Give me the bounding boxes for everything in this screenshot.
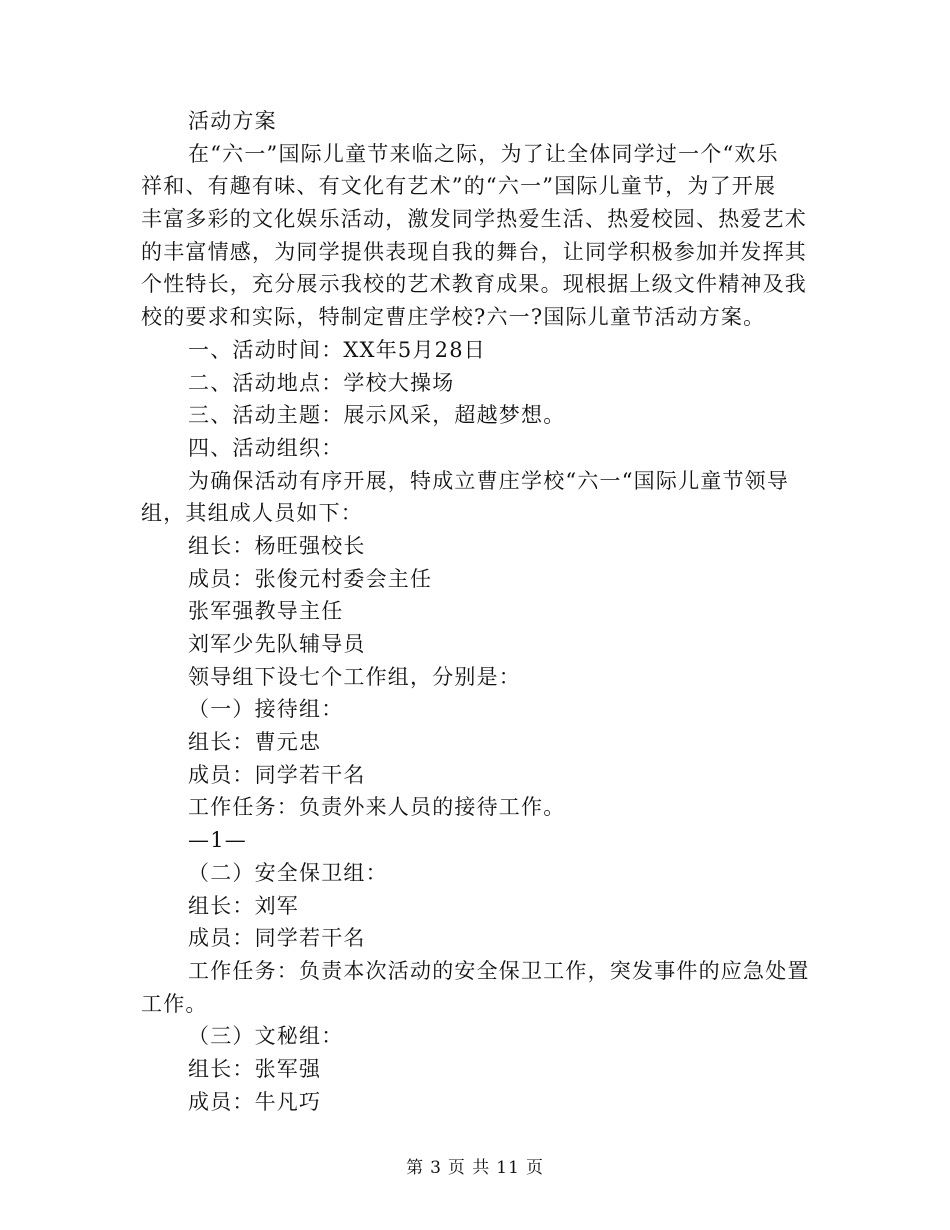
page-footer — [0, 1153, 950, 1178]
text-line: 组长：曹元忠 — [188, 730, 322, 755]
text-line: 丰富多彩的文化娱乐活动，激发同学热爱生活、热爱校园、热爱艺术 — [141, 207, 807, 232]
document-body — [141, 105, 810, 1118]
footer-current-page: 3 — [430, 1158, 442, 1178]
text-line: 一、活动时间：XX年5月28日 — [188, 337, 486, 362]
text-line: 个性特长，充分展示我校的艺术教育成果。现根据上级文件精神及我 — [141, 272, 807, 297]
text-line: 成员：同学若干名 — [188, 762, 366, 787]
text-line: 校的要求和实际，特制定曹庄学校?六一?国际儿童节活动方案。 — [141, 305, 766, 330]
text-line: 三、活动主题：展示风采，超越梦想。 — [188, 403, 566, 428]
text-line: 工作。 — [141, 991, 208, 1016]
text-line: 四、活动组织： — [188, 435, 344, 460]
text-line: 组长：张军强 — [188, 1056, 322, 1081]
text-line: 的丰富情感，为同学提供表现自我的舞台，让同学积极参加并发挥其 — [141, 239, 807, 264]
text-line: 组长：刘军 — [188, 893, 299, 918]
text-line: 二、活动地点：学校大操场 — [188, 370, 455, 395]
text-line: 成员：张俊元村委会主任 — [188, 566, 433, 591]
text-line: 成员：同学若干名 — [188, 926, 366, 951]
text-line: 组长：杨旺强校长 — [188, 533, 366, 558]
text-line: 在“六一”国际儿童节来临之际，为了让全体同学过一个“欢乐 — [188, 141, 779, 166]
text-line: 为确保活动有序开展，特成立曹庄学校“六一“国际儿童节领导 — [188, 468, 790, 493]
footer-middle: 页 共 — [447, 1158, 491, 1178]
text-line: 张军强教导主任 — [188, 599, 344, 624]
text-line: 组，其组成人员如下： — [141, 501, 363, 526]
text-line: —1— — [188, 828, 247, 853]
text-line: （一）接待组： — [188, 697, 344, 722]
text-line: 活动方案 — [188, 109, 277, 133]
text-line: （三）文秘组： — [188, 1024, 344, 1049]
text-line: 祥和、有趣有味、有文化有艺术”的“六一”国际儿童节，为了开展 — [141, 174, 777, 199]
footer-suffix: 页 — [525, 1158, 544, 1178]
footer-prefix: 第 — [406, 1158, 425, 1178]
text-line: （二）安全保卫组： — [188, 860, 388, 885]
text-line: 工作任务：负责外来人员的接待工作。 — [188, 795, 566, 820]
text-line: 成员：牛凡巧 — [188, 1089, 322, 1114]
text-line: 领导组下设七个工作组，分别是： — [188, 664, 521, 689]
text-line: 刘军少先队辅导员 — [188, 632, 366, 656]
footer-total-pages: 11 — [496, 1158, 520, 1178]
text-line: 工作任务：负责本次活动的安全保卫工作，突发事件的应急处置 — [188, 958, 810, 983]
